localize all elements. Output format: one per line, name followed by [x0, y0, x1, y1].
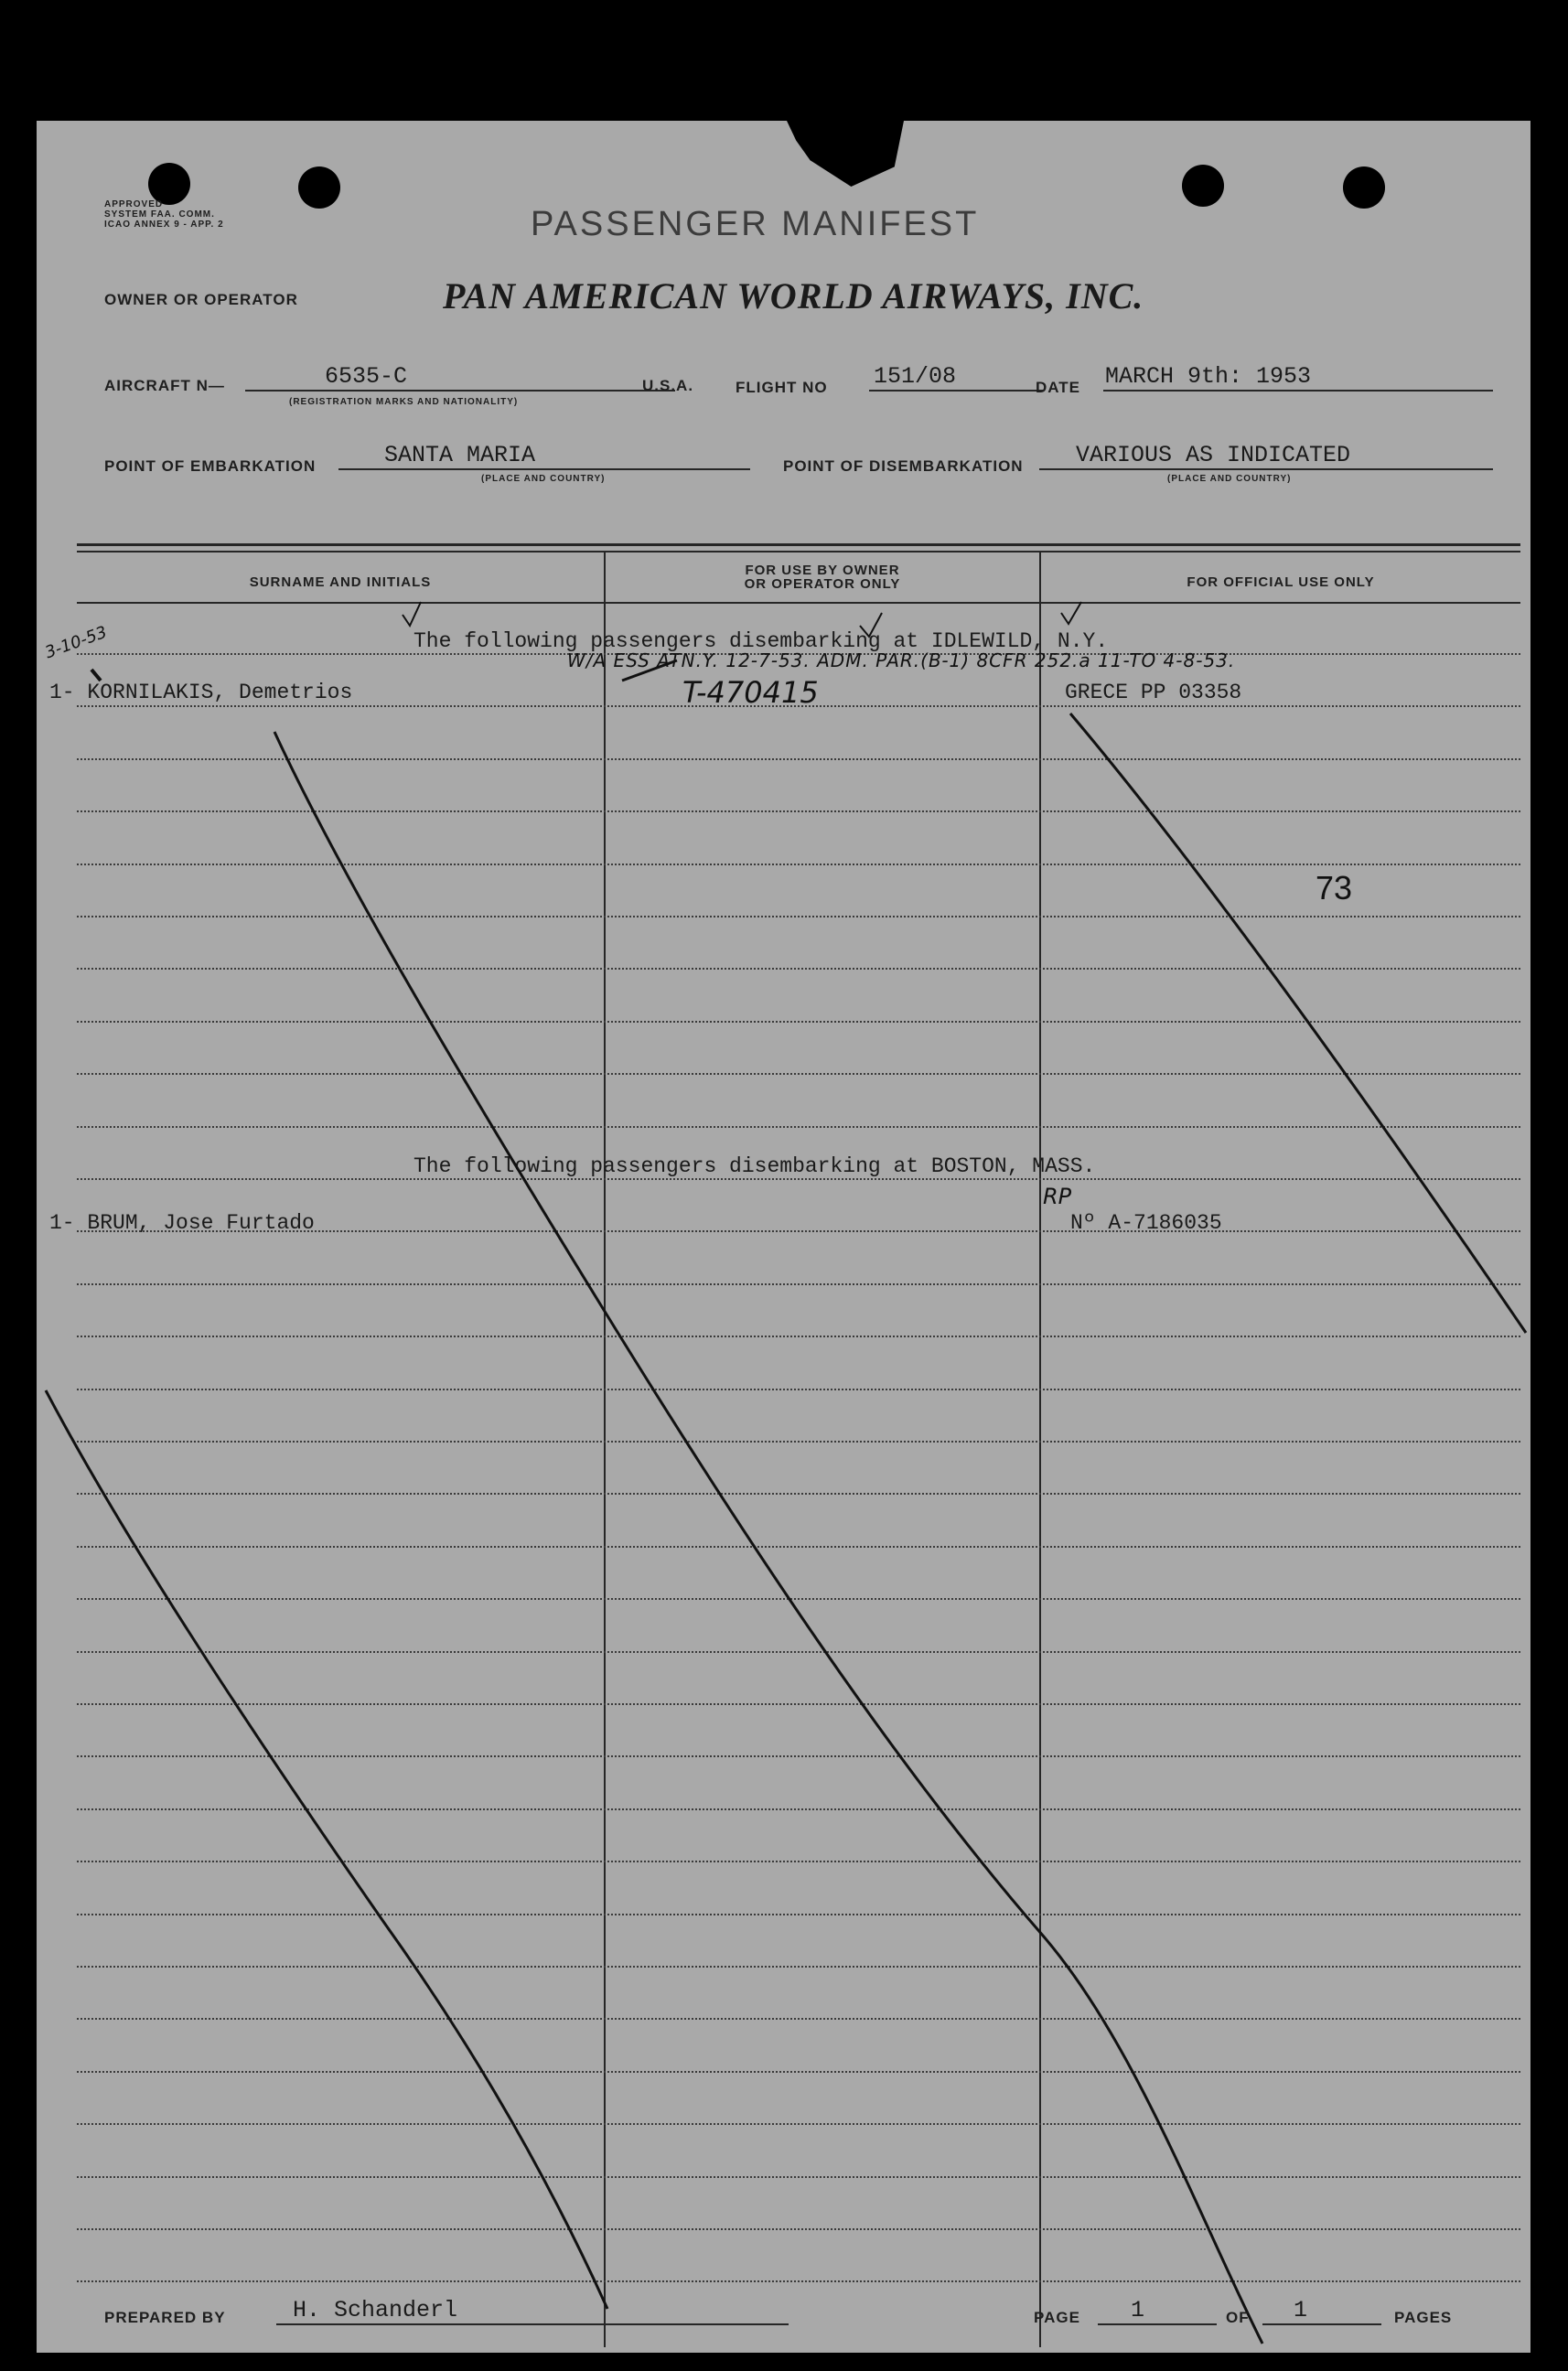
handwritten-rp: RP — [1043, 1184, 1072, 1209]
prepared-by-value: H. Schanderl — [293, 2297, 458, 2323]
embarkation-value: SANTA MARIA — [384, 442, 536, 468]
owner-use-line-2: OR OPERATOR ONLY — [744, 576, 901, 592]
page-label: PAGE — [1034, 2309, 1080, 2326]
approval-line-3: ICAO ANNEX 9 - APP. 2 — [104, 220, 224, 230]
section-heading-idlewild: The following passengers disembarking at IDLEWILD, N.Y. — [413, 629, 1109, 653]
strike-lines — [37, 121, 1530, 2353]
airline-name: PAN AMERICAN WORLD AIRWAYS, INC. — [443, 275, 1144, 316]
section-heading-boston: The following passengers disembarking at BOSTON, MASS. — [413, 1154, 1096, 1178]
owner-label: OWNER OR OPERATOR — [104, 291, 298, 308]
flight-label: FLIGHT NO — [736, 379, 828, 396]
page-title: PASSENGER MANIFEST — [531, 205, 980, 243]
column-surname: SURNAME AND INITIALS — [249, 574, 432, 590]
manifest-sheet — [37, 121, 1530, 2353]
disembarkation-label: POINT OF DISEMBARKATION — [783, 457, 1024, 475]
flight-value: 151/08 — [874, 363, 957, 390]
date-label: DATE — [1036, 379, 1081, 396]
prepared-by-label: PREPARED BY — [104, 2309, 226, 2326]
handwritten-t-number: T-470415 — [682, 675, 819, 710]
passenger-row-kornilakis: 1- KORNILAKIS, Demetrios — [49, 681, 353, 704]
passenger-row-brum: 1- BRUM, Jose Furtado — [49, 1211, 315, 1235]
page-value: 1 — [1131, 2297, 1145, 2323]
official-row-brum: Nº A-7186035 — [1070, 1211, 1222, 1235]
of-value: 1 — [1294, 2297, 1308, 2323]
owner-use-line-1: FOR USE BY OWNER — [745, 563, 900, 578]
handwritten-number: 73 — [1316, 869, 1353, 907]
pages-label: PAGES — [1394, 2309, 1453, 2326]
embarkation-label: POINT OF EMBARKATION — [104, 457, 317, 475]
official-row-kornilakis: GRECE PP 03358 — [1065, 681, 1242, 704]
approval-line-2: SYSTEM FAA. COMM. — [104, 209, 215, 220]
of-label: OF — [1226, 2309, 1250, 2326]
handwritten-date: 3-10-53 — [42, 622, 110, 663]
column-official: FOR OFFICIAL USE ONLY — [1187, 574, 1375, 590]
embark-place-note: (PLACE AND COUNTRY) — [481, 474, 606, 484]
approval-line-1: APPROVED — [104, 199, 164, 209]
disembarkation-value: VARIOUS AS INDICATED — [1076, 442, 1351, 468]
registration-note: (REGISTRATION MARKS AND NATIONALITY) — [289, 397, 519, 407]
handwritten-annotation: W/A ESS ATN.Y. 12-7-53. ADM. PAR.(B-1) 8CFR 252.a 11-TO 4-8-53. — [567, 649, 1236, 671]
disembark-place-note: (PLACE AND COUNTRY) — [1167, 474, 1292, 484]
date-value: MARCH 9th: 1953 — [1105, 363, 1312, 390]
usa-label: U.S.A. — [642, 377, 694, 394]
aircraft-label: AIRCRAFT N— — [104, 377, 225, 394]
aircraft-value: 6535-C — [325, 363, 408, 390]
